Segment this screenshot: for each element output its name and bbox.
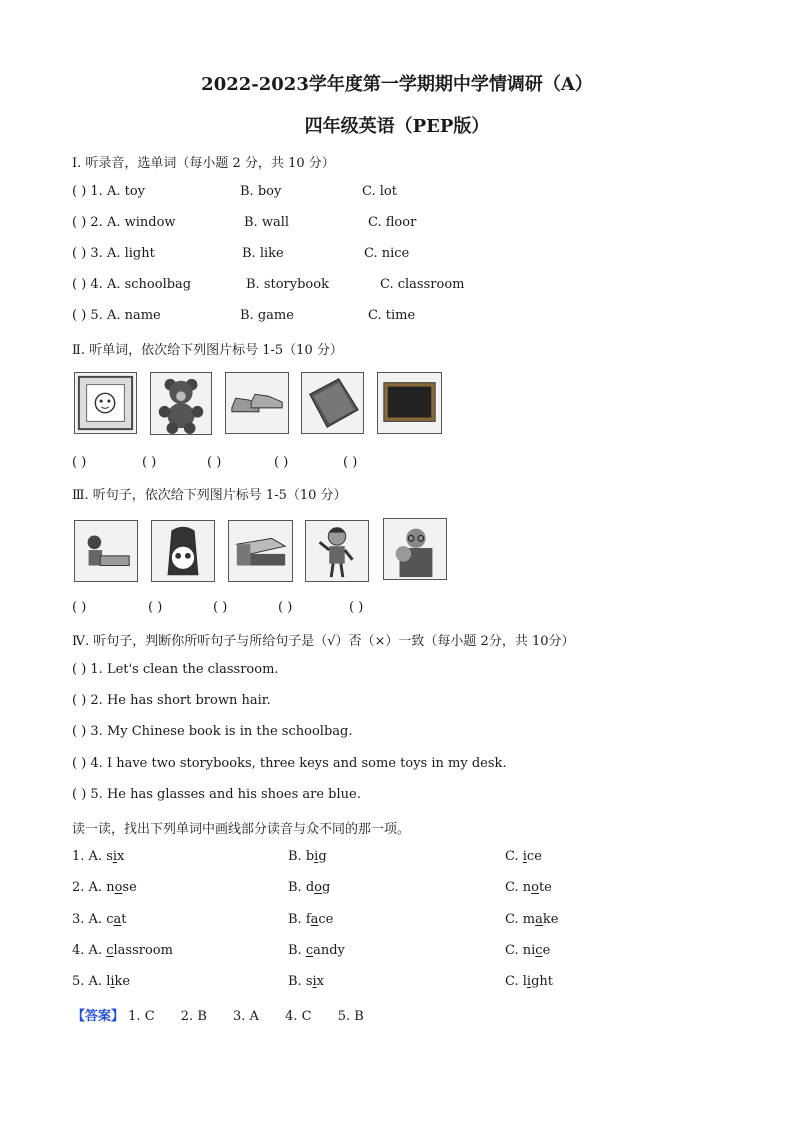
s5-row-1-a: 1. A. six [72, 849, 125, 864]
s1-q2-c: C. floor [368, 215, 417, 230]
s3-blank-2: ( ) [148, 600, 163, 615]
answer-5: 5. B [337, 1009, 364, 1024]
s5-row-4-b: B. candy [288, 943, 345, 958]
s1-q4-b: B. storybook [246, 277, 329, 292]
s4-item-2: ( ) 2. He has short brown hair. [72, 693, 271, 708]
s5-row-2-b: B. dog [288, 880, 331, 895]
s1-q4-a: ( ) 4. A. schoolbag [72, 277, 192, 292]
s4-item-3: ( ) 3. My Chinese book is in the schoolbag. [72, 724, 353, 739]
s5-row-3-b: B. face [288, 912, 334, 927]
answer-tag: 【答案】 [72, 1009, 125, 1024]
s1-q1-c: C. lot [362, 184, 397, 199]
s2-blank-5: ( ) [343, 455, 358, 470]
teddy-bear-icon [150, 372, 212, 435]
section-1-heading: I. 听录音，选单词（每小题 2 分，共 10 分） [72, 156, 335, 171]
s4-item-5: ( ) 5. He has glasses and his shoes are blue. [72, 787, 361, 802]
s5-row-5-c: C. light [505, 974, 554, 989]
s2-blank-3: ( ) [207, 455, 222, 470]
man-with-glasses-icon [383, 518, 447, 580]
document-subtitle: 四年级英语（PEP版） [304, 116, 490, 137]
answer-4: 4. C [285, 1009, 312, 1024]
s1-q3-a: ( ) 3. A. light [72, 246, 155, 261]
s1-q4-c: C. classroom [380, 277, 465, 292]
section-3-heading: Ⅲ. 听句子，依次给下列图片标号 1-5（10 分） [72, 488, 347, 503]
s5-row-2-c: C. note [505, 880, 552, 895]
section-5-heading: 读一读，找出下列单词中画线部分读音与众不同的那一项。 [72, 822, 411, 837]
shoes-icon [225, 372, 289, 434]
s1-q5-a: ( ) 5. A. name [72, 308, 161, 323]
section-2-heading: Ⅱ. 听单词，依次给下列图片标号 1-5（10 分） [72, 343, 343, 358]
blackboard-icon [377, 372, 442, 434]
s2-blank-4: ( ) [274, 455, 289, 470]
answer-2: 2. B [180, 1009, 207, 1024]
s1-q5-c: C. time [368, 308, 416, 323]
s5-row-5-a: 5. A. like [72, 974, 131, 989]
answer-1: 1. C [128, 1009, 155, 1024]
picture-frame-icon [74, 372, 137, 434]
s1-q2-a: ( ) 2. A. window [72, 215, 176, 230]
s4-item-4: ( ) 4. I have two storybooks, three keys and some toys in my desk. [72, 756, 507, 771]
answer-3: 3. A [233, 1009, 259, 1024]
document-title: 2022-2023学年度第一学期期中学情调研（A） [201, 74, 593, 95]
s1-q1-b: B. boy [240, 184, 282, 199]
boy-icon [305, 520, 369, 582]
s5-row-5-b: B. six [288, 974, 325, 989]
section-4-heading: Ⅳ. 听句子，判断你所听句子与所给句子是（√）否（×）一致（每小题 2分，共 10分） [72, 634, 575, 649]
s2-blank-2: ( ) [142, 455, 157, 470]
s3-blank-4: ( ) [278, 600, 293, 615]
s5-row-4-a: 4. A. classroom [72, 943, 173, 958]
s1-q3-c: C. nice [364, 246, 410, 261]
desk-icon [228, 520, 293, 582]
s3-blank-5: ( ) [349, 600, 364, 615]
s1-q1-a: ( ) 1. A. toy [72, 184, 145, 199]
panda-schoolbag-icon [151, 520, 215, 582]
s5-row-1-c: C. ice [505, 849, 542, 864]
s5-row-4-c: C. nice [505, 943, 551, 958]
s4-item-1: ( ) 1. Let's clean the classroom. [72, 662, 279, 677]
s1-q2-b: B. wall [244, 215, 290, 230]
s5-row-2-a: 2. A. nose [72, 880, 137, 895]
s3-blank-3: ( ) [213, 600, 228, 615]
s2-blank-1: ( ) [72, 455, 87, 470]
girl-reading-icon [74, 520, 138, 582]
s1-q5-b: B. game [240, 308, 294, 323]
s3-blank-1: ( ) [72, 600, 87, 615]
notebook-icon [301, 372, 364, 434]
s5-row-1-b: B. big [288, 849, 327, 864]
s5-row-3-c: C. make [505, 912, 559, 927]
s1-q3-b: B. like [242, 246, 284, 261]
answer-line [72, 1005, 364, 1024]
s5-row-3-a: 3. A. cat [72, 912, 127, 927]
